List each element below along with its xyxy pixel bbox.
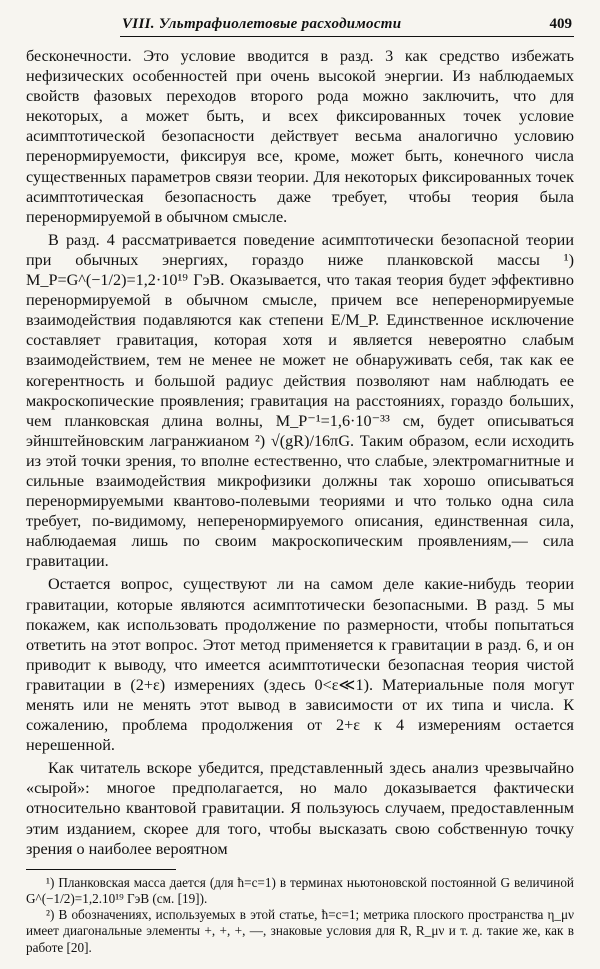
paragraph: Остается вопрос, существуют ли на самом деле какие-нибудь теории гравитации, которые являются асимптотически безопасными. В разд. 5 мы покажем, как использовать продолжение по размерности, чтобы попытаться ответить на этот вопрос. Этот метод применяется к гравитации в разд. 6, и он приводит к выводу, что имеется асимптотически безопасная теория чистой гравитации в (2+ε) измерениях (здесь 0<ε≪1). Материальные поля могут менять или не менять этот вывод в зависимости от их типа и числа. К сожалению, проблема продолжения от 2+ε к 4 измерениям остается нерешенной. [26, 575, 574, 755]
paragraph: В разд. 4 рассматривается поведение асимптотически безопасной теории при обычных энергиях, гораздо ниже планковской массы ¹) M_P=G^(−1/2)=1,2·10¹⁹ ГэВ. Оказывается, что такая теория будет эффективно перенормируемой в обычном смысле, причем все неперенормируемые взаимодействия подавляются как степени E/M_P. Единственное исключение составляет гравитация, которая хотя и является невероятно слабым взаимодействием, тем не менее не может не обнаруживать себя, так как ее когерентность и большой радиус действия позволяют нам наблюдать ее макроскопические проявления; гравитация на расстояниях, гораздо больших, чем планковская длина волны, M_P⁻¹=1,6·10⁻³³ см, будет описываться эйнштейновским лагранжианом ²) √(gR)/16πG. Таким образом, если исходить из этой точки зрения, то вполне естественно, что слабые, электромагнитные и сильные взаимодействия микрофизики должны так хорошо описываться перенормируемыми квантово-полевыми теориями и что только одна сила требует, по-видимому, неперенормируемого описания, единственная сила, наблюдаемая лишь по своим макроскопическим проявлениям,— сила гравитации. [26, 230, 574, 571]
footnote: ²) В обозначениях, используемых в этой статье, ħ=c=1; метрика плоского пространства η_μν имеет диагональные элементы +, +, +, —, знаковые условия для R, R_μν и т. д. такие же, как в работе [20]. [26, 907, 574, 955]
footnote-divider [26, 869, 176, 870]
paragraph: бесконечности. Это условие вводится в разд. 3 как средство избежать нефизических особенностей при очень высокой энергии. Из наблюдаемых свойств фазовых переходов второго рода можно заключить, что для некоторых, а может быть, и всех фиксированных точек условие асимптотической безопасности действует весьма аналогично условию перенормируемости, фиксируя все, кроме, может быть, конечного числа существенных параметров связи теории. Для некоторых фиксированных точек асимптотическая безопасность даже требует, чтобы теория была перенормируемой в обычном смысле. [26, 47, 574, 226]
paragraph: Как читатель вскоре убедится, представленный здесь анализ чрезвычайно «сырой»: многое предполагается, но мало доказывается фактически относительно квантовой гравитации. Я пользуюсь случаем, предоставленным этим изданием, скорее для того, чтобы высказать свою собственную точку зрения о наиболее вероятном [26, 759, 574, 858]
body-text [26, 46, 574, 859]
footnote: ¹) Планковская масса дается (для ħ=c=1) в терминах ньютоновской постоянной G величиной G^(−1/2)=1,2.10¹⁹ ГэВ (см. [19]). [26, 874, 574, 906]
chapter-title: VIII. Ультрафиолетовые расходимости [122, 16, 402, 32]
page-number: 409 [549, 16, 572, 32]
running-header [120, 16, 574, 37]
footnotes [26, 875, 574, 956]
